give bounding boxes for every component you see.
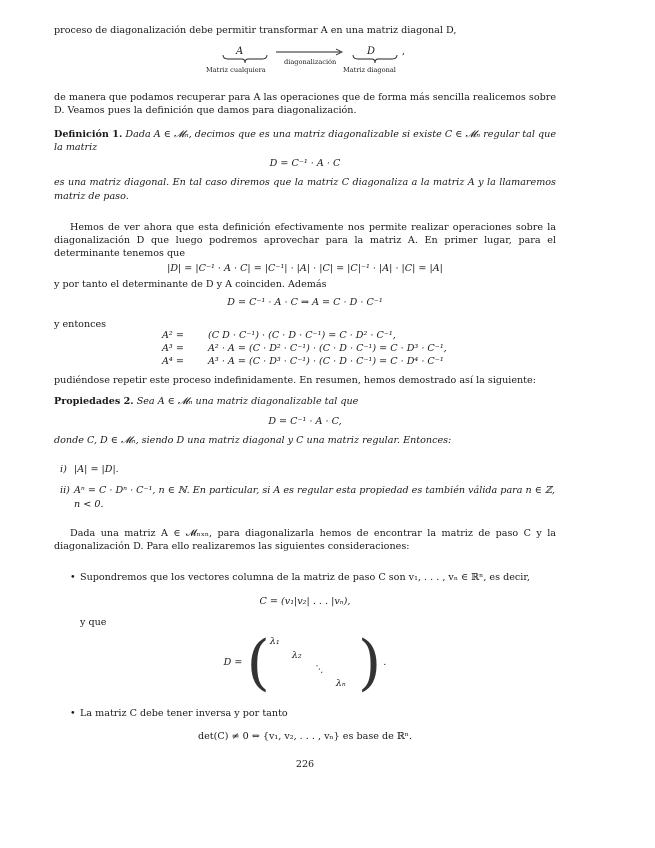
matrix-period: .: [383, 657, 387, 669]
power-rhs: A³ · A = (C · D³ · C⁻¹) · (C · D · C⁻¹) = C · D⁴ · C⁻¹: [208, 355, 444, 367]
definition-title: Definición 1.: [54, 128, 123, 140]
bullet-icon: •: [70, 572, 76, 584]
formula-implication: D = C⁻¹ · A · C ⇒ A = C · D · C⁻¹: [227, 297, 383, 309]
properties-formula: D = C⁻¹ · A · C,: [268, 415, 342, 427]
property-text: Aⁿ = C · Dⁿ · C⁻¹, n ∈ ℕ. En particular, si A es regular esta propiedad es también válida para n ∈ ℤ, n < 0.: [74, 485, 555, 510]
paragraph-2: Hemos de ver ahora que esta definición efectivamente nos permite realizar operaciones sobre la diagonalización D que luego podremos aprovechar para la matriz A. En primer lugar, para el determinante tenemos que: [54, 221, 556, 260]
diagonal-matrix: [54, 628, 556, 699]
y-entonces: y entonces: [54, 319, 107, 331]
powers-align: [162, 329, 462, 369]
property-number: i): [60, 464, 67, 476]
power-lhs: A³ =: [162, 342, 184, 354]
page: [54, 24, 556, 771]
formula-determinant: |D| = |C⁻¹ · A · C| = |C⁻¹| · |A| · |C| = |C|⁻¹ · |A| · |C| = |A|: [167, 262, 443, 274]
properties-title: Propiedades 2.: [54, 396, 134, 408]
bullet-1-text: Supondremos que los vectores columna de la matriz de paso C son v₁, . . . , vₙ ∈ ℝⁿ, es decir,: [80, 572, 530, 584]
paragraph-5: Dada una matriz A ∈ 𝓜ₙₓₙ, para diagonalizarla hemos de encontrar la matriz de paso C y la diagonalización D. Para ello realizaremos las siguientes consideraciones:: [54, 527, 556, 553]
symbol-a: A: [236, 46, 244, 58]
formula-c-matrix: C = (v₁|v₂| . . . |vₙ),: [259, 595, 351, 607]
label-diagonalizacion: diagonalización: [284, 58, 337, 67]
right-paren: ): [357, 628, 382, 699]
matrix-entry: λ₂: [291, 650, 302, 662]
properties-text: Sea A ∈ 𝓜ₙ una matriz diagonalizable tal que: [136, 396, 359, 408]
matrix-entry: λ₁: [269, 636, 280, 648]
paragraph-4: pudiéndose repetir este proceso indefinidamente. En resumen, hemos demostrado así la siguiente:: [54, 375, 536, 387]
left-paren: (: [246, 628, 270, 699]
power-rhs: (C D · C⁻¹) · (C · D · C⁻¹) = C · D² · C⁻¹,: [208, 329, 396, 341]
y-que: y que: [80, 616, 107, 628]
matrix-grid: [270, 635, 358, 691]
label-matriz-cualquiera: Matriz cualquiera: [206, 66, 266, 75]
diagram-comma: ,: [402, 46, 406, 58]
paragraph-1: de manera que podamos recuperar para A las operaciones que de forma más sencilla realicemos sobre D. Veamos pues la definición que damos para diagonalización.: [54, 92, 556, 117]
bullet-icon: •: [70, 708, 76, 720]
power-lhs: A⁴ =: [162, 355, 184, 367]
bullet-item-2: [54, 707, 556, 720]
underbrace-a: [222, 54, 268, 64]
d-equals: D =: [223, 657, 243, 669]
label-matriz-diagonal: Matriz diagonal: [343, 66, 396, 75]
definition-1: [54, 128, 556, 154]
page-number: 226: [295, 758, 315, 770]
power-rhs: A² · A = (C · D² · C⁻¹) · (C · D · C⁻¹) = C · D³ · C⁻¹,: [208, 342, 447, 354]
symbol-d: D: [367, 46, 376, 58]
definition-after: es una matriz diagonal. En tal caso diremos que la matriz C diagonaliza a la matriz A y la llamaremos matriz de paso.: [54, 177, 556, 202]
properties-2: [54, 395, 556, 408]
property-item-1: [54, 463, 556, 476]
bullet-item-1: [54, 571, 556, 707]
intro-text: proceso de diagonalización debe permitir transformar A en una matriz diagonal D,: [54, 25, 457, 36]
property-text: |A| = |D|.: [74, 464, 119, 476]
underbrace-d: [352, 54, 398, 64]
properties-after: donde C, D ∈ 𝓜ₙ, siendo D una matriz diagonal y C una matriz regular. Entonces:: [54, 434, 452, 446]
definition-formula: D = C⁻¹ · A · C: [269, 158, 341, 170]
arrow-icon: [276, 47, 344, 57]
formula-det-c: det(C) ≠ 0 ⇔ {v₁, v₂, . . . , vₙ} es base de ℝⁿ.: [197, 731, 413, 743]
diagonalization-diagram: [54, 45, 556, 89]
power-lhs: A² =: [162, 329, 184, 341]
definition-text: Dada A ∈ 𝓜ₙ, decimos que es una matriz diagonalizable si existe C ∈ 𝓜ₙ regular tal que la matriz: [54, 128, 557, 153]
matrix-entry: λₙ: [335, 678, 346, 690]
matrix-entry: ⋱: [313, 664, 324, 676]
property-number: ii): [60, 485, 70, 497]
paragraph-3: y por tanto el determinante de D y A coinciden. Además: [54, 278, 327, 290]
bullet-2-text: La matriz C debe tener inversa y por tanto: [80, 708, 288, 720]
property-item-2: [54, 484, 556, 510]
